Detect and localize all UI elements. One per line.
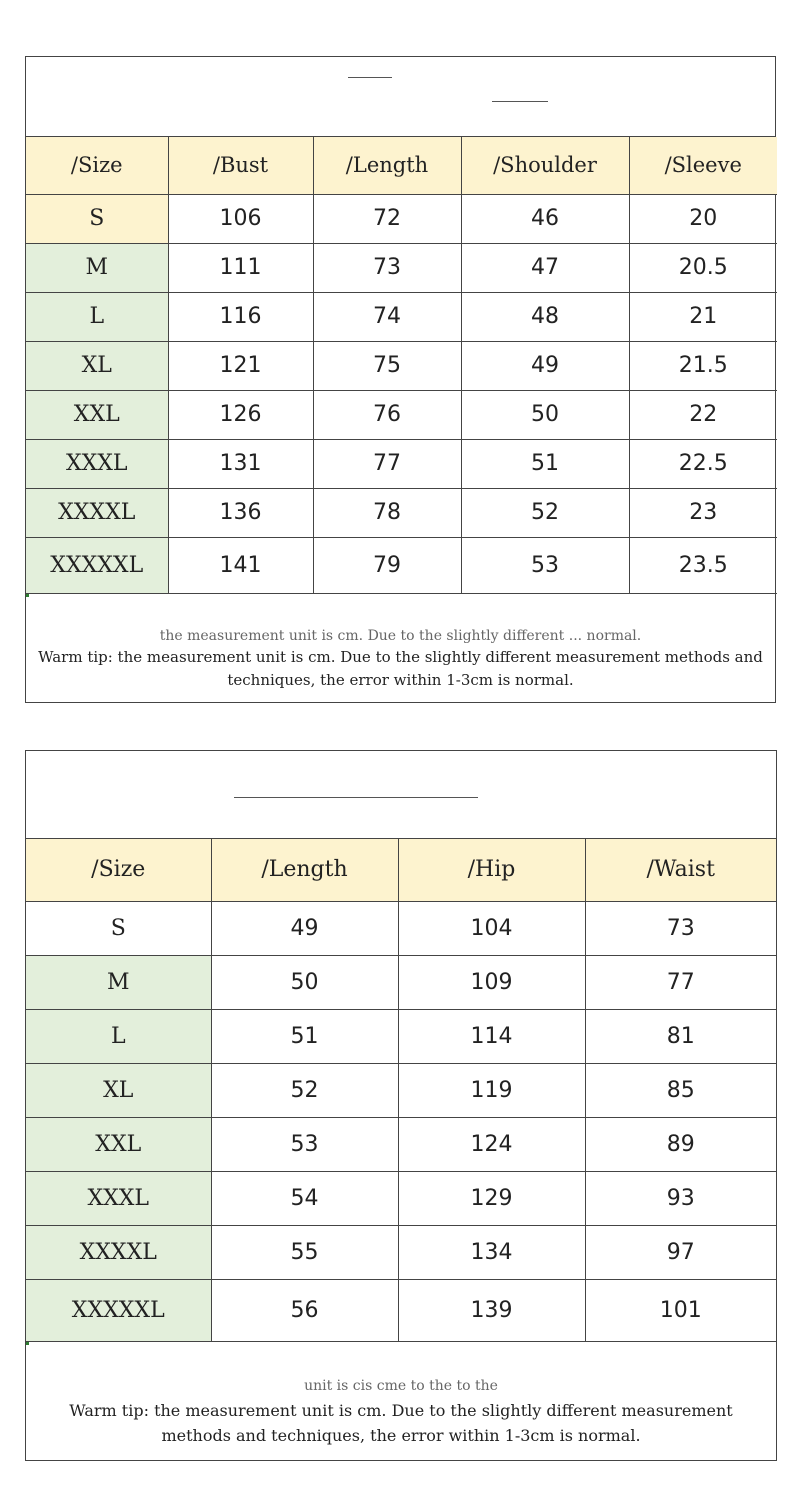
title-underline — [348, 77, 392, 78]
shoulder-cell: 50 — [461, 390, 629, 439]
length-cell: 77 — [313, 439, 461, 488]
hip-cell: 119 — [398, 1063, 585, 1117]
size-cell: XXL — [26, 1117, 211, 1171]
sleeve-cell: 23 — [629, 488, 777, 537]
length-cell: 74 — [313, 292, 461, 341]
table-row — [26, 194, 777, 243]
length-cell: 49 — [211, 901, 398, 955]
length-cell: 79 — [313, 537, 461, 593]
table-header-row — [26, 839, 776, 901]
length-cell: 56 — [211, 1279, 398, 1341]
waist-cell: 93 — [585, 1171, 776, 1225]
bust-cell: 111 — [168, 243, 313, 292]
waist-cell: 85 — [585, 1063, 776, 1117]
length-cell: 72 — [313, 194, 461, 243]
length-cell: 75 — [313, 341, 461, 390]
tops-size-table — [26, 137, 777, 594]
header-size: /Size — [26, 839, 211, 901]
table-header-row — [26, 137, 777, 194]
corner-mark — [26, 1342, 29, 1345]
bust-cell: 116 — [168, 292, 313, 341]
header-waist: /Waist — [585, 839, 776, 901]
shoulder-cell: 46 — [461, 194, 629, 243]
size-cell: S — [26, 194, 168, 243]
size-cell: XXXXXL — [26, 1279, 211, 1341]
table-row — [26, 439, 777, 488]
tip-text: Warm tip: the measurement unit is cm. Due to the slightly different measurement methods and techniques, the error within 1-3cm is normal. — [69, 1400, 733, 1445]
size-cell: XXXXL — [26, 488, 168, 537]
header-shoulder: /Shoulder — [461, 137, 629, 194]
waist-cell: 101 — [585, 1279, 776, 1341]
tops-title-area — [26, 57, 775, 137]
size-cell: XXL — [26, 390, 168, 439]
header-bust: /Bust — [168, 137, 313, 194]
shoulder-cell: 53 — [461, 537, 629, 593]
shoulder-cell: 48 — [461, 292, 629, 341]
shoulder-cell: 49 — [461, 341, 629, 390]
sleeve-cell: 21 — [629, 292, 777, 341]
sleeve-cell: 20.5 — [629, 243, 777, 292]
table-row — [26, 390, 777, 439]
bottoms-warm-tip — [26, 1342, 776, 1463]
size-cell: M — [26, 955, 211, 1009]
sleeve-cell: 23.5 — [629, 537, 777, 593]
table-row — [26, 1009, 776, 1063]
bust-cell: 136 — [168, 488, 313, 537]
hip-cell: 129 — [398, 1171, 585, 1225]
tip-text: Warm tip: the measurement unit is cm. Due to the slightly different measurement methods and techniques, the error within 1-3cm is normal. — [38, 647, 763, 689]
header-hip: /Hip — [398, 839, 585, 901]
waist-cell: 89 — [585, 1117, 776, 1171]
length-cell: 76 — [313, 390, 461, 439]
table-row — [26, 1279, 776, 1341]
header-sleeve: /Sleeve — [629, 137, 777, 194]
tip-garbled-text: unit is cis cme to the to the — [304, 1377, 498, 1394]
hip-cell: 124 — [398, 1117, 585, 1171]
table-row — [26, 955, 776, 1009]
shoulder-cell: 52 — [461, 488, 629, 537]
length-cell: 50 — [211, 955, 398, 1009]
sleeve-cell: 21.5 — [629, 341, 777, 390]
hip-cell: 104 — [398, 901, 585, 955]
length-cell: 55 — [211, 1225, 398, 1279]
header-size: /Size — [26, 137, 168, 194]
table-row — [26, 901, 776, 955]
table-row — [26, 292, 777, 341]
sleeve-cell: 22 — [629, 390, 777, 439]
length-cell: 51 — [211, 1009, 398, 1063]
size-cell: L — [26, 1009, 211, 1063]
size-cell: S — [26, 901, 211, 955]
corner-mark — [26, 594, 29, 597]
length-cell: 73 — [313, 243, 461, 292]
size-cell: XXXXL — [26, 1225, 211, 1279]
sleeve-cell: 22.5 — [629, 439, 777, 488]
bust-cell: 106 — [168, 194, 313, 243]
title-underline — [492, 101, 548, 102]
bust-cell: 131 — [168, 439, 313, 488]
size-cell: XL — [26, 1063, 211, 1117]
hip-cell: 109 — [398, 955, 585, 1009]
size-cell: XXXXXL — [26, 537, 168, 593]
bust-cell: 121 — [168, 341, 313, 390]
table-row — [26, 243, 777, 292]
hip-cell: 139 — [398, 1279, 585, 1341]
size-cell: XXXL — [26, 1171, 211, 1225]
table-row — [26, 1117, 776, 1171]
length-cell: 52 — [211, 1063, 398, 1117]
length-cell: 53 — [211, 1117, 398, 1171]
length-cell: 54 — [211, 1171, 398, 1225]
title-underline — [234, 797, 478, 798]
bottoms-size-table — [26, 839, 776, 1342]
table-row — [26, 1063, 776, 1117]
bust-cell: 126 — [168, 390, 313, 439]
shoulder-cell: 47 — [461, 243, 629, 292]
bottoms-title-area — [26, 751, 776, 839]
tops-warm-tip — [26, 594, 775, 702]
header-length: /Length — [211, 839, 398, 901]
header-length: /Length — [313, 137, 461, 194]
size-cell: XXXL — [26, 439, 168, 488]
waist-cell: 81 — [585, 1009, 776, 1063]
bust-cell: 141 — [168, 537, 313, 593]
table-row — [26, 1225, 776, 1279]
table-row — [26, 537, 777, 593]
waist-cell: 73 — [585, 901, 776, 955]
size-cell: M — [26, 243, 168, 292]
waist-cell: 77 — [585, 955, 776, 1009]
table-row — [26, 1171, 776, 1225]
size-cell: L — [26, 292, 168, 341]
hip-cell: 134 — [398, 1225, 585, 1279]
tops-size-chart — [25, 56, 776, 703]
sleeve-cell: 20 — [629, 194, 777, 243]
tip-garbled-text: the measurement unit is cm. Due to the slightly different ... normal. — [159, 627, 642, 644]
table-row — [26, 488, 777, 537]
length-cell: 78 — [313, 488, 461, 537]
hip-cell: 114 — [398, 1009, 585, 1063]
table-row — [26, 341, 777, 390]
size-cell: XL — [26, 341, 168, 390]
shoulder-cell: 51 — [461, 439, 629, 488]
waist-cell: 97 — [585, 1225, 776, 1279]
bottoms-size-chart — [25, 750, 777, 1461]
